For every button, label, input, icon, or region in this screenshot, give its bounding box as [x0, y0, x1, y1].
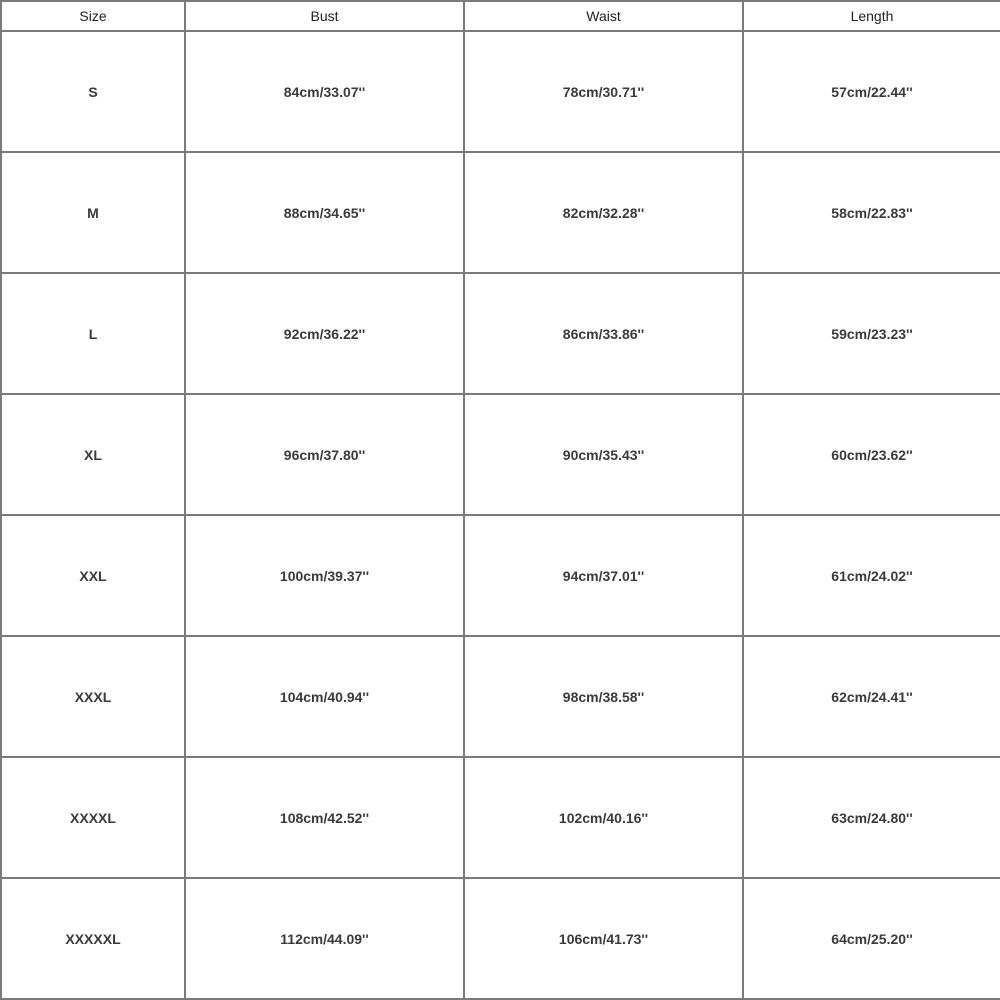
- table-row: [1, 636, 1000, 757]
- header-waist: Waist: [464, 1, 743, 31]
- table-row: [1, 394, 1000, 515]
- length-cell: 61cm/24.02'': [743, 515, 1000, 636]
- table-row: [1, 152, 1000, 273]
- bust-cell: 92cm/36.22'': [185, 273, 464, 394]
- header-length: Length: [743, 1, 1000, 31]
- length-cell: 60cm/23.62'': [743, 394, 1000, 515]
- size-cell: M: [1, 152, 185, 273]
- length-cell: 63cm/24.80'': [743, 757, 1000, 878]
- table-row: [1, 757, 1000, 878]
- table-row: [1, 515, 1000, 636]
- table-row: [1, 31, 1000, 152]
- waist-cell: 106cm/41.73'': [464, 878, 743, 999]
- waist-cell: 86cm/33.86'': [464, 273, 743, 394]
- size-cell: L: [1, 273, 185, 394]
- length-cell: 62cm/24.41'': [743, 636, 1000, 757]
- table-row: [1, 878, 1000, 999]
- bust-cell: 84cm/33.07'': [185, 31, 464, 152]
- bust-cell: 108cm/42.52'': [185, 757, 464, 878]
- bust-cell: 104cm/40.94'': [185, 636, 464, 757]
- waist-cell: 98cm/38.58'': [464, 636, 743, 757]
- bust-cell: 112cm/44.09'': [185, 878, 464, 999]
- bust-cell: 100cm/39.37'': [185, 515, 464, 636]
- size-cell: XXXXL: [1, 757, 185, 878]
- table-header-row: [1, 1, 1000, 31]
- size-cell: XXXXXL: [1, 878, 185, 999]
- header-size: Size: [1, 1, 185, 31]
- length-cell: 64cm/25.20'': [743, 878, 1000, 999]
- waist-cell: 94cm/37.01'': [464, 515, 743, 636]
- length-cell: 58cm/22.83'': [743, 152, 1000, 273]
- waist-cell: 102cm/40.16'': [464, 757, 743, 878]
- table-row: [1, 273, 1000, 394]
- bust-cell: 88cm/34.65'': [185, 152, 464, 273]
- waist-cell: 78cm/30.71'': [464, 31, 743, 152]
- header-bust: Bust: [185, 1, 464, 31]
- size-cell: XXL: [1, 515, 185, 636]
- size-cell: XXXL: [1, 636, 185, 757]
- waist-cell: 82cm/32.28'': [464, 152, 743, 273]
- size-cell: XL: [1, 394, 185, 515]
- size-cell: S: [1, 31, 185, 152]
- waist-cell: 90cm/35.43'': [464, 394, 743, 515]
- length-cell: 59cm/23.23'': [743, 273, 1000, 394]
- length-cell: 57cm/22.44'': [743, 31, 1000, 152]
- bust-cell: 96cm/37.80'': [185, 394, 464, 515]
